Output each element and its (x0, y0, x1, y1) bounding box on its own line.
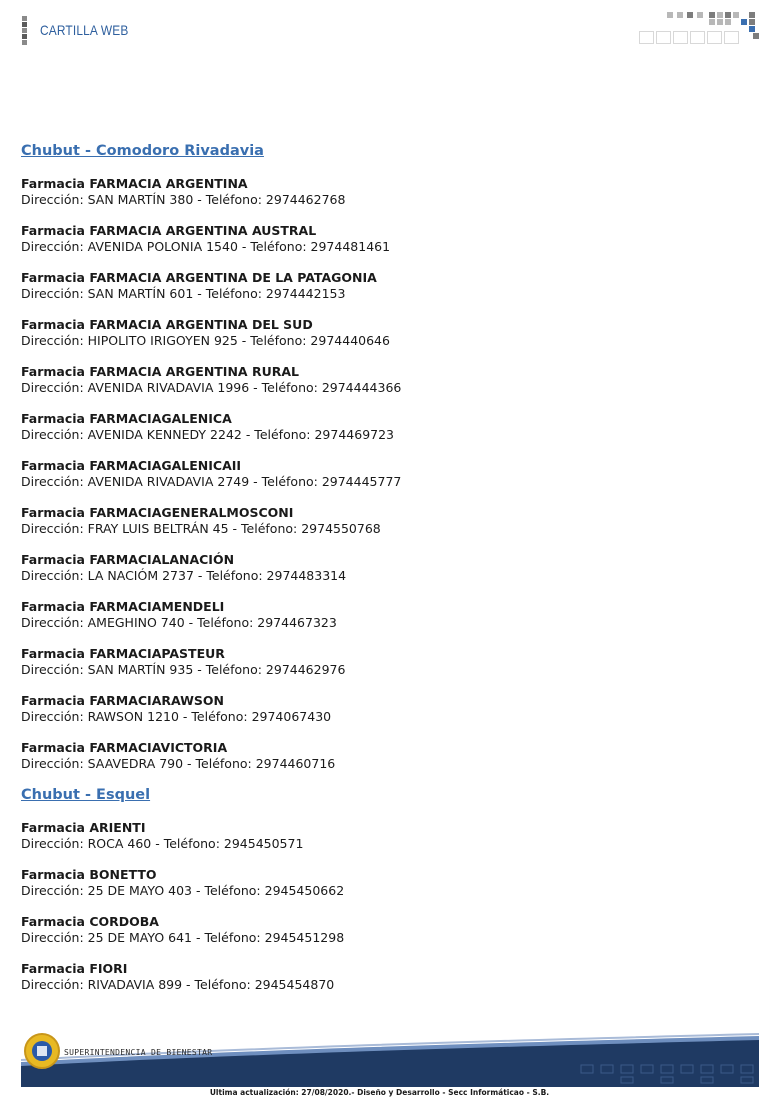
pharmacy-entry (21, 551, 741, 584)
pharmacy-address: Dirección: AVENIDA RIVADAVIA 2749 - Teléfono: 2974445777 (21, 474, 402, 489)
pharmacy-list (21, 142, 741, 993)
pharmacy-entry (21, 913, 741, 946)
section-title[interactable]: Chubut - Comodoro Rivadavia (21, 143, 264, 159)
section-comodoro-rivadavia (21, 142, 741, 772)
header-decoration-icon (637, 12, 759, 48)
pharmacy-address: Dirección: HIPOLITO IRIGOYEN 925 - Teléfono: 2974440646 (21, 333, 390, 348)
pharmacy-address: Dirección: 25 DE MAYO 403 - Teléfono: 2945450662 (21, 883, 345, 898)
pharmacy-entry (21, 269, 741, 302)
pharmacy-name: Farmacia FARMACIA ARGENTINA DEL SUD (21, 317, 313, 332)
pharmacy-address: Dirección: AVENIDA POLONIA 1540 - Teléfono: 2974481461 (21, 239, 391, 254)
pharmacy-name: Farmacia FARMACIALANACIÓN (21, 552, 235, 567)
pharmacy-address: Dirección: ROCA 460 - Teléfono: 2945450571 (21, 836, 304, 851)
pharmacy-entry (21, 598, 741, 631)
pharmacy-entry (21, 819, 741, 852)
pharmacy-name: Farmacia BONETTO (21, 867, 157, 882)
org-name: SUPERINTENDENCIA DE BIENESTAR (64, 1048, 213, 1057)
seal-logo-icon (24, 1033, 60, 1069)
header-title: CARTILLA WEB (40, 22, 129, 38)
pharmacy-entry (21, 739, 741, 772)
pharmacy-name: Farmacia FARMACIAGALENICAII (21, 458, 242, 473)
header-bar-icon (22, 16, 27, 46)
pharmacy-address: Dirección: AMEGHINO 740 - Teléfono: 2974467323 (21, 615, 337, 630)
pharmacy-address: Dirección: 25 DE MAYO 641 - Teléfono: 2945451298 (21, 930, 345, 945)
pharmacy-address: Dirección: RAWSON 1210 - Teléfono: 2974067430 (21, 709, 332, 724)
pharmacy-name: Farmacia FARMACIAGENERALMOSCONI (21, 505, 294, 520)
pharmacy-entry (21, 960, 741, 993)
pharmacy-name: Farmacia ARIENTI (21, 820, 146, 835)
pharmacy-name: Farmacia FARMACIAGALENICA (21, 411, 232, 426)
section-title[interactable]: Chubut - Esquel (21, 787, 151, 803)
pharmacy-name: Farmacia FARMACIARAWSON (21, 693, 224, 708)
pharmacy-entry (21, 645, 741, 678)
pharmacy-address: Dirección: FRAY LUIS BELTRÁN 45 - Teléfono: 2974550768 (21, 521, 381, 536)
pharmacy-entry (21, 457, 741, 490)
pharmacy-address: Dirección: SAN MARTÍN 601 - Teléfono: 2974442153 (21, 286, 346, 301)
pharmacy-name: Farmacia FARMACIAPASTEUR (21, 646, 225, 661)
pharmacy-address: Dirección: AVENIDA RIVADAVIA 1996 - Teléfono: 2974444366 (21, 380, 402, 395)
pharmacy-address: Dirección: LA NACIÓM 2737 - Teléfono: 2974483314 (21, 568, 347, 583)
pharmacy-address: Dirección: RIVADAVIA 899 - Teléfono: 2945454870 (21, 977, 335, 992)
pharmacy-address: Dirección: AVENIDA KENNEDY 2242 - Teléfono: 2974469723 (21, 427, 395, 442)
pharmacy-entry (21, 866, 741, 899)
footer-note: Ultima actualización: 27/08/2020.- Diseño y Desarrollo - Secc Informáticao - S.B. (209, 1088, 550, 1097)
pharmacy-name: Farmacia CORDOBA (21, 914, 159, 929)
pharmacy-entry (21, 363, 741, 396)
pharmacy-name: Farmacia FIORI (21, 961, 128, 976)
pharmacy-name: Farmacia FARMACIA ARGENTINA RURAL (21, 364, 299, 379)
pharmacy-name: Farmacia FARMACIA ARGENTINA DE LA PATAGONIA (21, 270, 377, 285)
pharmacy-name: Farmacia FARMACIAVICTORIA (21, 740, 228, 755)
pharmacy-name: Farmacia FARMACIA ARGENTINA AUSTRAL (21, 223, 317, 238)
pharmacy-entry (21, 222, 741, 255)
page-header (0, 0, 759, 60)
pharmacy-address: Dirección: SAN MARTÍN 380 - Teléfono: 2974462768 (21, 192, 346, 207)
pharmacy-address: Dirección: SAN MARTÍN 935 - Teléfono: 2974462976 (21, 662, 346, 677)
pharmacy-name: Farmacia FARMACIA ARGENTINA (21, 176, 248, 191)
pharmacy-address: Dirección: SAAVEDRA 790 - Teléfono: 2974460716 (21, 756, 336, 771)
pharmacy-entry (21, 316, 741, 349)
section-esquel (21, 786, 741, 993)
pharmacy-entry (21, 410, 741, 443)
pharmacy-name: Farmacia FARMACIAMENDELI (21, 599, 225, 614)
pharmacy-entry (21, 175, 741, 208)
pharmacy-entry (21, 504, 741, 537)
pharmacy-entry (21, 692, 741, 725)
page-footer (0, 1025, 759, 1101)
